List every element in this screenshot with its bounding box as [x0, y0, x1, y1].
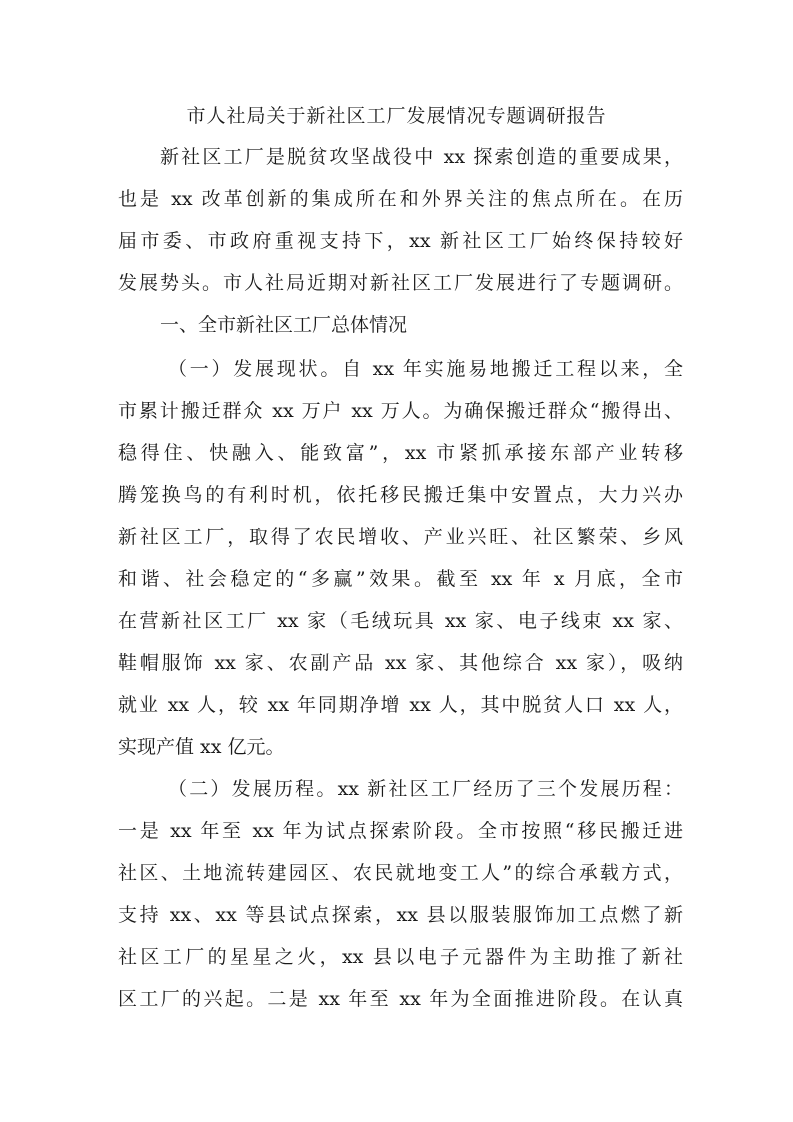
paragraph-line: 社区、土地流转建园区、农民就地变工人”的综合承载方式，: [118, 862, 683, 884]
section-heading: 一、全市新社区工厂总体情况: [160, 314, 408, 336]
paragraph-line: （二）发展历程。xx 新社区工厂经历了三个发展历程：: [168, 778, 683, 800]
paragraph-line: 鞋帽服饰 xx 家、农副产品 xx 家、其他综合 xx 家），吸纳: [118, 652, 683, 674]
paragraph-line: （一）发展现状。自 xx 年实施易地搬迁工程以来，全: [168, 358, 683, 380]
paragraph-line: 一是 xx 年至 xx 年为试点探索阶段。全市按照“移民搬迁进: [118, 820, 683, 842]
paragraph-line: 也是 xx 改革创新的集成所在和外界关注的焦点所在。在历: [118, 188, 683, 210]
paragraph-line: 社区工厂的星星之火，xx 县以电子元器件为主助推了新社: [118, 946, 683, 968]
paragraph-line: 稳得住、快融入、能致富”，xx 市紧抓承接东部产业转移: [118, 442, 683, 464]
paragraph-line: 发展势头。市人社局近期对新社区工厂发展进行了专题调研。: [118, 272, 683, 294]
paragraph-line: 届市委、市政府重视支持下，xx 新社区工厂始终保持较好: [118, 230, 683, 252]
paragraph-line: 新社区工厂是脱贫攻坚战役中 xx 探索创造的重要成果，: [160, 146, 683, 168]
paragraph-line: 市累计搬迁群众 xx 万户 xx 万人。为确保搬迁群众“搬得出、: [118, 400, 683, 422]
paragraph-line: 在营新社区工厂 xx 家（毛绒玩具 xx 家、电子线束 xx 家、: [118, 610, 683, 632]
paragraph-line: 腾笼换鸟的有利时机，依托移民搬迁集中安置点，大力兴办: [118, 484, 683, 506]
document-title: 市人社局关于新社区工厂发展情况专题调研报告: [186, 105, 607, 127]
paragraph-line: 就业 xx 人，较 xx 年同期净增 xx 人，其中脱贫人口 xx 人，: [118, 694, 683, 716]
paragraph-line: 实现产值 xx 亿元。: [118, 736, 285, 758]
paragraph-line: 新社区工厂，取得了农民增收、产业兴旺、社区繁荣、乡风: [118, 526, 683, 548]
paragraph-line: 支持 xx、xx 等县试点探索，xx 县以服装服饰加工点燃了新: [118, 904, 683, 926]
paragraph-line: 区工厂的兴起。二是 xx 年至 xx 年为全面推进阶段。在认真: [118, 988, 683, 1010]
paragraph-line: 和谐、社会稳定的“多赢”效果。截至 xx 年 x 月底，全市: [118, 568, 683, 590]
